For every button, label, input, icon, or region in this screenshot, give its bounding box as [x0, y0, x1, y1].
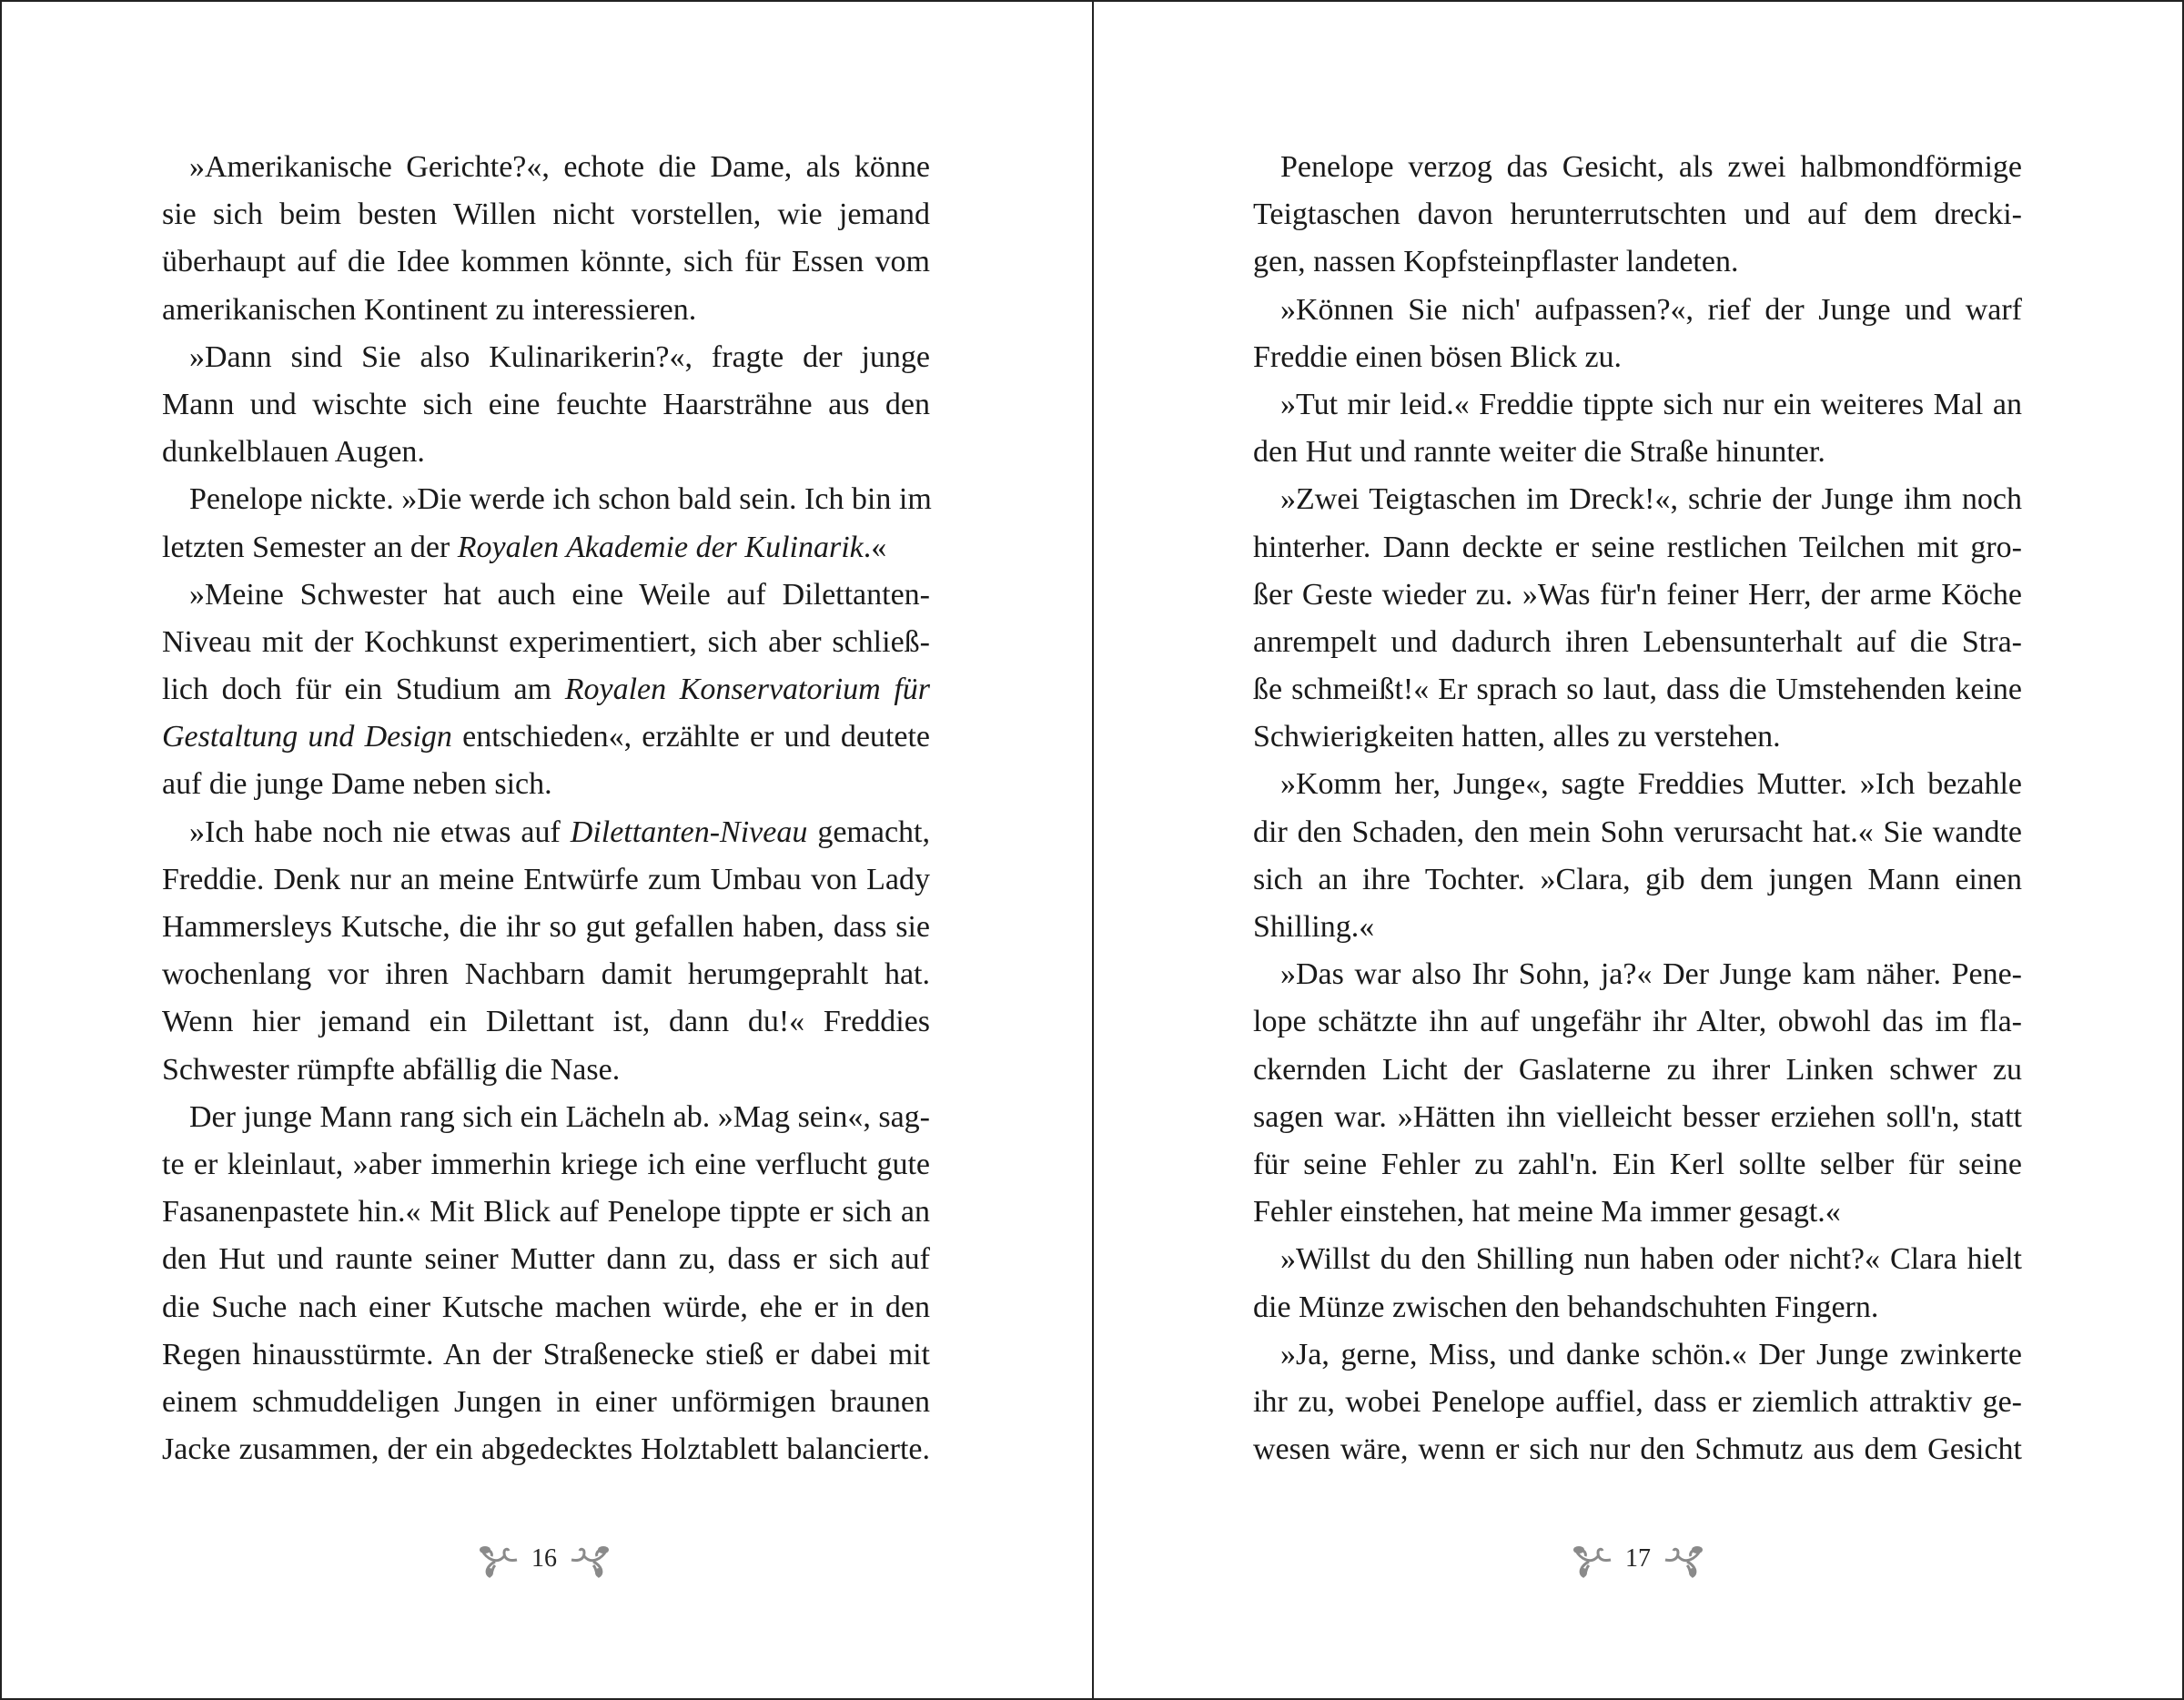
text-segment: »Ja, gerne, Miss, und danke schön.« Der Junge zwinkerte: [1280, 1337, 2022, 1371]
text-line: [162, 238, 930, 286]
text-line: [162, 1141, 930, 1189]
text-line: [1253, 476, 2022, 523]
text-line: [1253, 1189, 2022, 1236]
text-segment: ckernden Licht der Gaslaterne zu ihrer Linken schwer zu: [1253, 1052, 2022, 1087]
text-segment: Shilling.«: [1253, 910, 1375, 944]
italic-text: Royalen Konservatorium für: [564, 673, 930, 707]
text-segment: Der junge Mann rang sich ein Lächeln ab. »Mag sein«, sag-: [189, 1099, 930, 1134]
text-line: [1253, 1379, 2022, 1426]
text-segment: Schwester rümpfte abfällig die Nase.: [162, 1052, 621, 1087]
text-line: [162, 1426, 930, 1473]
text-line: [162, 809, 930, 856]
text-segment: dunkelblauen Augen.: [162, 435, 425, 470]
text-line: [162, 429, 930, 476]
text-segment: entschieden«, erzählte er und deutete: [451, 720, 930, 754]
text-line: [162, 713, 930, 761]
text-line: [162, 619, 930, 666]
text-segment: sich an ihre Tochter. »Clara, gib dem jungen Mann einen: [1253, 862, 2022, 896]
text-segment: die Suche nach einer Kutsche machen würde, ehe er in den: [162, 1290, 930, 1324]
text-segment: hinterher. Dann deckte er seine restlichen Teilchen mit gro-: [1253, 530, 2022, 564]
text-segment: »Amerikanische Gerichte?«, echote die Dame, als könne: [189, 150, 930, 184]
text-segment: Niveau mit der Kochkunst experimentiert, sich aber schließ-: [162, 624, 930, 659]
italic-text: Dilettanten-Niveau: [570, 815, 808, 849]
text-line: [1253, 429, 2022, 476]
text-line: [1253, 904, 2022, 951]
text-segment: »Können Sie nich' aufpassen?«, rief der Junge und warf: [1280, 292, 2022, 327]
text-line: [162, 191, 930, 238]
text-line: [1253, 524, 2022, 572]
text-segment: wochenlang vor ihren Nachbarn damit herumgeprahlt hat.: [162, 957, 930, 992]
text-segment: letzten Semester an der: [162, 530, 458, 564]
text-line: [1253, 1331, 2022, 1379]
text-segment: anrempelt und dadurch ihren Lebensunterhalt auf die Stra-: [1253, 624, 2022, 659]
text-segment: gemacht,: [807, 815, 930, 849]
text-line: [162, 1047, 930, 1094]
text-line: [1253, 951, 2022, 998]
text-line: [1253, 381, 2022, 429]
text-segment: Mann und wischte sich eine feuchte Haarsträhne aus den: [162, 387, 930, 421]
flourish-right-icon: [1663, 1538, 1705, 1580]
text-line: [1253, 998, 2022, 1046]
flourish-left-icon: [477, 1538, 519, 1580]
text-line: [1253, 572, 2022, 619]
text-segment: amerikanischen Kontinent zu interessieren.: [162, 292, 697, 327]
text-line: [1253, 191, 2022, 238]
text-line: [1253, 238, 2022, 286]
text-line: [1253, 666, 2022, 713]
text-segment: »Das war also Ihr Sohn, ja?« Der Junge kam näher. Pene-: [1280, 957, 2022, 992]
text-line: [1253, 619, 2022, 666]
text-line: [1253, 1284, 2022, 1331]
right-page-body: [1253, 144, 2022, 1473]
text-line: [162, 856, 930, 904]
text-segment: Regen hinausstürmte. An der Straßenecke stieß er dabei mit: [162, 1337, 930, 1371]
text-segment: den Hut und raunte seiner Mutter dann zu, dass er sich auf: [162, 1242, 930, 1277]
text-segment: Teigtaschen davon herunterrutschten und auf dem drecki-: [1253, 197, 2022, 232]
right-page: [1094, 0, 2184, 1700]
text-segment: Penelope verzog das Gesicht, als zwei halbmondförmige: [1280, 150, 2022, 184]
italic-text: Royalen Akademie der Kulinarik: [457, 530, 864, 564]
text-line: [1253, 144, 2022, 191]
text-segment: den Hut und rannte weiter die Straße hinunter.: [1253, 435, 1825, 470]
text-segment: Fasanenpastete hin.« Mit Blick auf Penelope tippte er sich an: [162, 1195, 930, 1229]
text-segment: dir den Schaden, den mein Sohn verursacht hat.« Sie wandte: [1253, 815, 2022, 849]
text-line: [162, 1189, 930, 1236]
text-segment: einem schmuddeligen Jungen in einer unförmigen braunen: [162, 1384, 930, 1419]
text-segment: lope schätzte ihn auf ungefähr ihr Alter, obwohl das im fla-: [1253, 1005, 2022, 1039]
flourish-right-icon: [570, 1538, 612, 1580]
text-segment: »Meine Schwester hat auch eine Weile auf Dilettanten-: [189, 577, 930, 612]
text-segment: sie sich beim besten Willen nicht vorstellen, wie jemand: [162, 197, 930, 232]
text-line: [162, 334, 930, 381]
page-number: 16: [531, 1544, 557, 1573]
text-line: [162, 1331, 930, 1379]
text-line: [1253, 1094, 2022, 1141]
text-line: [1253, 287, 2022, 334]
text-line: [162, 144, 930, 191]
text-segment: »Zwei Teigtaschen im Dreck!«, schrie der Junge ihm noch: [1280, 482, 2022, 517]
text-segment: Penelope nickte. »Die werde ich schon bald sein. Ich bin im: [189, 482, 932, 517]
text-segment: auf die junge Dame neben sich.: [162, 767, 552, 802]
text-segment: »Ich habe noch nie etwas auf: [189, 815, 571, 849]
text-line: [1253, 1236, 2022, 1283]
text-line: [162, 1379, 930, 1426]
text-segment: für seine Fehler zu zahl'n. Ein Kerl sollte selber für seine: [1253, 1147, 2022, 1181]
text-line: [1253, 1426, 2022, 1473]
left-page-body: [162, 144, 930, 1473]
text-segment: »Komm her, Junge«, sagte Freddies Mutter. »Ich bezahle: [1280, 767, 2022, 802]
text-segment: .«: [863, 530, 887, 564]
text-line: [162, 951, 930, 998]
text-segment: »Dann sind Sie also Kulinarikerin?«, fragte der junge: [189, 339, 930, 374]
text-segment: lich doch für ein Studium am: [162, 673, 565, 707]
text-segment: die Münze zwischen den behandschuhten Fingern.: [1253, 1290, 1879, 1324]
text-line: [1253, 1141, 2022, 1189]
text-segment: te er kleinlaut, »aber immerhin kriege ich eine verflucht gute: [162, 1147, 930, 1181]
text-line: [162, 287, 930, 334]
italic-text: Gestaltung und Design: [162, 720, 452, 754]
text-line: [162, 904, 930, 951]
text-segment: Freddie einen bösen Blick zu.: [1253, 339, 1623, 374]
text-segment: überhaupt auf die Idee kommen könnte, sich für Essen vom: [162, 245, 930, 279]
text-line: [162, 381, 930, 429]
text-line: [162, 761, 930, 808]
text-line: [1253, 856, 2022, 904]
text-segment: sagen war. »Hätten ihn vielleicht besser erziehen soll'n, statt: [1253, 1099, 2022, 1134]
text-line: [162, 1284, 930, 1331]
text-line: [1253, 809, 2022, 856]
text-line: [162, 1236, 930, 1283]
left-page-folio: [477, 1538, 612, 1580]
text-line: [162, 524, 930, 572]
text-segment: wesen wäre, wenn er sich nur den Schmutz aus dem Gesicht: [1253, 1432, 2022, 1467]
flourish-left-icon: [1571, 1538, 1613, 1580]
text-segment: Hammersleys Kutsche, die ihr so gut gefallen haben, dass sie: [162, 910, 930, 944]
text-line: [1253, 1047, 2022, 1094]
text-segment: ßer Geste wieder zu. »Was für'n feiner Herr, der arme Köche: [1253, 577, 2022, 612]
page-number: 17: [1625, 1544, 1651, 1573]
text-segment: Freddie. Denk nur an meine Entwürfe zum Umbau von Lady: [162, 862, 930, 896]
text-line: [162, 666, 930, 713]
text-line: [162, 572, 930, 619]
text-segment: ße schmeißt!« Er sprach so laut, dass die Umstehenden keine: [1253, 673, 2022, 707]
text-segment: gen, nassen Kopfsteinpflaster landeten.: [1253, 245, 1739, 279]
text-line: [162, 476, 930, 523]
text-segment: »Willst du den Shilling nun haben oder nicht?« Clara hielt: [1280, 1242, 2022, 1277]
text-segment: Fehler einstehen, hat meine Ma immer gesagt.«: [1253, 1195, 1841, 1229]
text-segment: Jacke zusammen, der ein abgedecktes Holztablett balancierte.: [162, 1432, 930, 1467]
text-segment: ihr zu, wobei Penelope auffiel, dass er ziemlich attraktiv ge-: [1253, 1384, 2022, 1419]
text-segment: »Tut mir leid.« Freddie tippte sich nur ein weiteres Mal an: [1280, 387, 2022, 421]
right-page-folio: [1571, 1538, 1705, 1580]
text-segment: Schwierigkeiten hatten, alles zu verstehen.: [1253, 720, 1781, 754]
text-line: [1253, 334, 2022, 381]
text-line: [1253, 761, 2022, 808]
text-segment: Wenn hier jemand ein Dilettant ist, dann du!« Freddies: [162, 1005, 930, 1039]
text-line: [1253, 713, 2022, 761]
text-line: [162, 998, 930, 1046]
text-line: [162, 1094, 930, 1141]
